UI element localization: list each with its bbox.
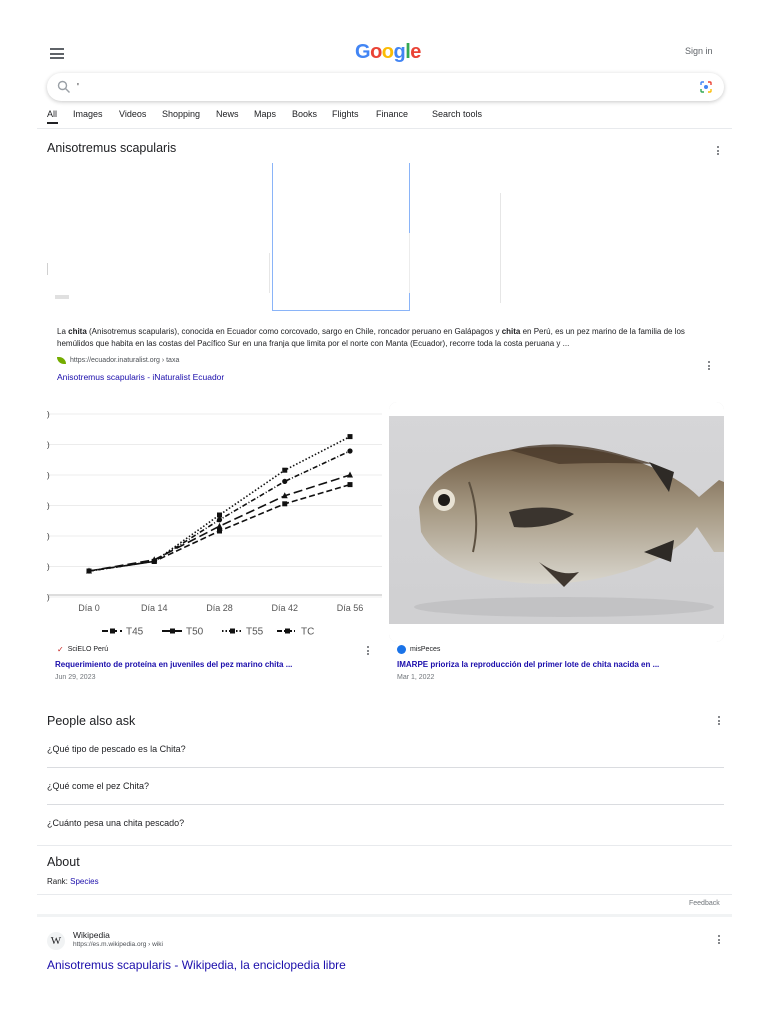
- data-point: [217, 517, 222, 522]
- more-options-icon[interactable]: [715, 146, 721, 158]
- paa-question[interactable]: [47, 806, 724, 842]
- paa-question-text: ¿Cuánto pesa una chita pescado?: [47, 818, 185, 828]
- image-thumbnail: [55, 295, 69, 299]
- legend-marker: [230, 629, 235, 634]
- tab-books[interactable]: Books: [292, 109, 318, 119]
- wiki-url: https://es.m.wikipedia.org › wiki: [73, 941, 163, 948]
- more-options-icon[interactable]: [716, 935, 722, 947]
- logo-letter: o: [370, 41, 382, 63]
- tab-all[interactable]: All: [47, 109, 58, 119]
- tab-news[interactable]: News: [216, 109, 239, 119]
- image-thumbnail[interactable]: [272, 163, 410, 311]
- inaturalist-icon: [57, 357, 66, 364]
- image-card-fish[interactable]: [389, 402, 724, 642]
- legend-label: T55: [246, 626, 264, 638]
- active-tab-indicator: [47, 122, 58, 124]
- menu-icon[interactable]: [50, 48, 64, 59]
- about-title: About: [47, 855, 80, 869]
- card-source-name: misPeces: [410, 646, 441, 653]
- data-point: [282, 501, 287, 506]
- source-url: https://ecuador.inaturalist.org › taxa: [70, 357, 180, 364]
- tab-search-tools[interactable]: Search tools: [432, 109, 483, 119]
- wiki-site-name[interactable]: Wikipedia: [73, 930, 110, 940]
- google-lens-icon[interactable]: [699, 80, 713, 94]
- series-line: [89, 437, 350, 571]
- y-tick-label: ): [47, 440, 50, 450]
- tab-shopping[interactable]: Shopping: [162, 109, 201, 119]
- card-date: Mar 1, 2022: [397, 674, 435, 681]
- rank-label: Rank:: [47, 877, 68, 886]
- data-point: [348, 482, 353, 487]
- logo-letter: o: [381, 41, 394, 63]
- sign-in-button[interactable]: Sign in: [685, 46, 713, 56]
- x-tick-label: Día 0: [78, 603, 100, 613]
- snippet-text: La: [57, 327, 69, 336]
- data-point: [282, 479, 287, 484]
- inaturalist-result-link[interactable]: Anisotremus scapularis - iNaturalist Ecuador: [57, 372, 225, 382]
- divider: [47, 804, 724, 805]
- search-icon: [57, 80, 71, 94]
- rank-link[interactable]: Species: [70, 877, 99, 886]
- tab-maps[interactable]: Maps: [254, 109, 277, 119]
- paa-question[interactable]: [47, 769, 724, 805]
- logo-letter: e: [410, 41, 421, 63]
- y-tick-label: ): [47, 501, 50, 511]
- scielo-icon: ✓: [57, 645, 64, 654]
- data-point: [347, 448, 352, 453]
- legend-label: T45: [126, 626, 144, 638]
- snippet-bold: chita: [501, 327, 521, 336]
- logo-letter: G: [355, 41, 371, 63]
- legend-marker: [110, 629, 115, 634]
- image-card-chart[interactable]: [47, 402, 382, 642]
- legend-label: T50: [186, 626, 204, 638]
- snippet-text: (Anisotremus scapularis), conocida en Ecuador como corcovado, sargo en Chile, roncador peruano en Galápagos y: [86, 327, 502, 336]
- paa-question[interactable]: [47, 732, 724, 768]
- divider: [37, 845, 732, 846]
- tab-flights[interactable]: Flights: [332, 109, 359, 119]
- search-box[interactable]: [47, 73, 724, 101]
- data-point: [217, 513, 222, 518]
- y-tick-label: ): [47, 532, 50, 541]
- mispeces-icon: [397, 645, 406, 654]
- google-logo[interactable]: [355, 41, 421, 64]
- more-options-icon[interactable]: [365, 646, 371, 658]
- series-line: [89, 451, 350, 571]
- paa-question-text: ¿Qué come el pez Chita?: [47, 781, 150, 791]
- y-tick-label: ): [47, 562, 50, 572]
- data-point: [348, 434, 353, 439]
- tab-images[interactable]: Images: [73, 109, 103, 119]
- people-also-ask-title: People also ask: [47, 714, 136, 728]
- fish-photo: [389, 402, 724, 642]
- card-source[interactable]: [57, 645, 108, 654]
- divider: [37, 894, 732, 895]
- x-tick-label: Día 42: [271, 603, 299, 613]
- rank-row: [47, 877, 99, 886]
- legend-marker: [285, 629, 290, 634]
- snippet-text: en Perú, es un pez marino de la familia de los hemúlidos que habita en las costas del Pacífico Sur en una franja que limita por el norte con Manta (Ecuador), recorre toda la costa peruana y ...: [57, 327, 685, 348]
- x-tick-label: Día 56: [336, 603, 364, 613]
- snippet-bold: chita: [68, 327, 87, 336]
- y-tick-label: ): [47, 593, 50, 602]
- wiki-result-link[interactable]: Anisotremus scapularis - Wikipedia, la enciclopedia libre: [47, 958, 346, 972]
- paa-question-text: ¿Qué tipo de pescado es la Chita?: [47, 744, 186, 754]
- card-title[interactable]: Requerimiento de proteína en juveniles del pez marino chita ...: [55, 660, 293, 669]
- more-options-icon[interactable]: [706, 361, 712, 373]
- logo-letter: l: [405, 41, 411, 63]
- knowledge-panel-snippet: [57, 326, 707, 350]
- growth-chart: [47, 402, 382, 642]
- data-point: [282, 468, 287, 473]
- search-input[interactable]: [77, 78, 677, 96]
- image-thumbnail: [269, 253, 270, 293]
- card-source-name: SciELO Perú: [67, 646, 109, 653]
- data-point: [86, 568, 91, 573]
- data-point: [217, 523, 223, 529]
- image-strip[interactable]: [47, 163, 724, 313]
- legend-marker: [170, 629, 175, 634]
- y-tick-label: ): [47, 410, 50, 419]
- legend-label: TC: [301, 626, 315, 638]
- divider: [47, 767, 724, 768]
- card-title[interactable]: IMARPE prioriza la reproducción del primer lote de chita nacida en ...: [397, 660, 660, 669]
- tab-videos[interactable]: Videos: [119, 109, 147, 119]
- x-tick-label: Día 28: [206, 603, 233, 613]
- image-thumbnail[interactable]: [500, 193, 501, 303]
- source-row[interactable]: [57, 357, 179, 364]
- card-source[interactable]: [397, 645, 440, 654]
- image-thumbnail: [409, 233, 410, 293]
- divider: [37, 128, 732, 129]
- data-point: [152, 559, 157, 564]
- knowledge-panel-title: Anisotremus scapularis: [47, 141, 177, 155]
- wikipedia-icon: W: [47, 932, 65, 950]
- y-tick-label: ): [47, 471, 50, 480]
- card-date: Jun 29, 2023: [55, 674, 96, 681]
- section-separator: [37, 914, 732, 917]
- logo-letter: g: [393, 41, 406, 63]
- tab-finance[interactable]: Finance: [376, 109, 409, 119]
- more-options-icon[interactable]: [716, 716, 722, 728]
- feedback-link[interactable]: Feedback: [689, 900, 720, 907]
- data-point: [217, 529, 222, 534]
- image-thumbnail[interactable]: [47, 263, 48, 275]
- x-tick-label: Día 14: [140, 603, 168, 613]
- header: [0, 0, 768, 72]
